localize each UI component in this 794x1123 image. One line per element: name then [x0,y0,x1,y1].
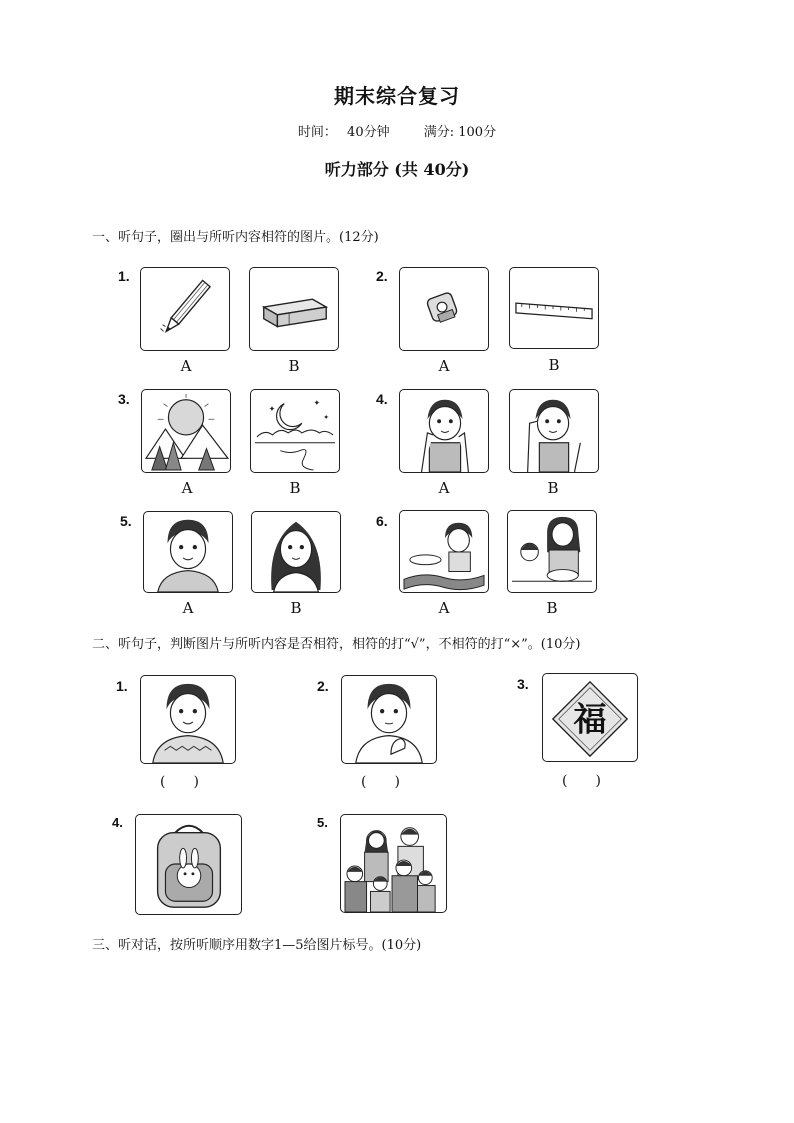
s1-q4-option-b: B [547,479,559,497]
s1-q4-option-a: A [438,479,450,497]
s1-q3-number: 3. [118,391,130,407]
score-label: 满分: 100分 [423,125,497,140]
rabbit-backpack-icon[interactable] [135,814,242,915]
s1-q1-option-a: A [180,357,192,375]
svg-text:✦: ✦ [313,398,321,408]
boy-thinking-icon[interactable] [341,675,437,764]
section2-heading: 二、听句子，判断图片与所听内容是否相符，相符的打“√”，不相符的打“×”。(10分) [92,637,581,652]
s2-q3-number: 3. [517,676,529,692]
s2-q2-answer-blank[interactable]: ( ) [361,774,400,790]
s1-q6-option-b: B [546,599,558,617]
s2-q3-answer-blank[interactable]: ( ) [562,773,601,789]
page-title: 期末综合复习 [334,84,460,108]
s1-q4-number: 4. [376,391,388,407]
s1-q5-option-b: B [290,599,302,617]
s1-q5-number: 5. [120,513,132,529]
s1-q5-option-a: A [182,599,194,617]
boy-pointing-face-icon[interactable] [399,389,489,473]
s1-q2-number: 2. [376,268,388,284]
moon-night-icon[interactable] [250,389,340,473]
time-label: 时间： 40分钟 [297,125,390,140]
s2-q5-number: 5. [317,815,328,830]
boy-sweater-icon[interactable] [140,675,236,764]
svg-text:✦: ✦ [268,404,276,414]
exam-info [0,121,794,140]
sun-mountains-icon[interactable] [141,389,231,473]
part-title: 听力部分 (共 40分) [324,160,470,179]
section3-heading: 三、听对话，按所听顺序用数字1—5给图片标号。(10分) [92,938,422,953]
s1-q6-number: 6. [376,513,388,529]
ruler-icon[interactable] [509,267,599,349]
big-family-icon[interactable] [340,814,447,913]
mother-daughter-cooking-icon[interactable] [507,510,597,593]
svg-text:福: 福 [573,699,607,739]
svg-text:✦: ✦ [323,413,330,422]
s1-q3-option-b: B [289,479,301,497]
eraser-icon[interactable] [249,267,339,351]
s2-q1-answer-blank[interactable]: ( ) [160,774,199,790]
fu-character-icon[interactable] [542,673,638,762]
boy-touching-ear-icon[interactable] [509,389,599,473]
section1-heading: 一、听句子，圈出与所听内容相符的图片。(12分) [92,230,379,245]
s1-q6-option-a: A [438,599,450,617]
boy-portrait-icon[interactable] [143,511,233,593]
girl-with-food-icon[interactable] [399,510,489,593]
pencil-icon[interactable] [140,267,230,351]
s1-q2-option-a: A [438,357,450,375]
s2-q2-number: 2. [317,678,329,694]
s1-q3-option-a: A [181,479,193,497]
s1-q1-number: 1. [118,268,130,284]
s1-q2-option-b: B [548,356,560,374]
sharpener-icon[interactable] [399,267,489,351]
s1-q1-option-b: B [288,357,300,375]
s2-q4-number: 4. [112,815,123,830]
girl-portrait-icon[interactable] [251,511,341,593]
s2-q1-number: 1. [116,678,128,694]
